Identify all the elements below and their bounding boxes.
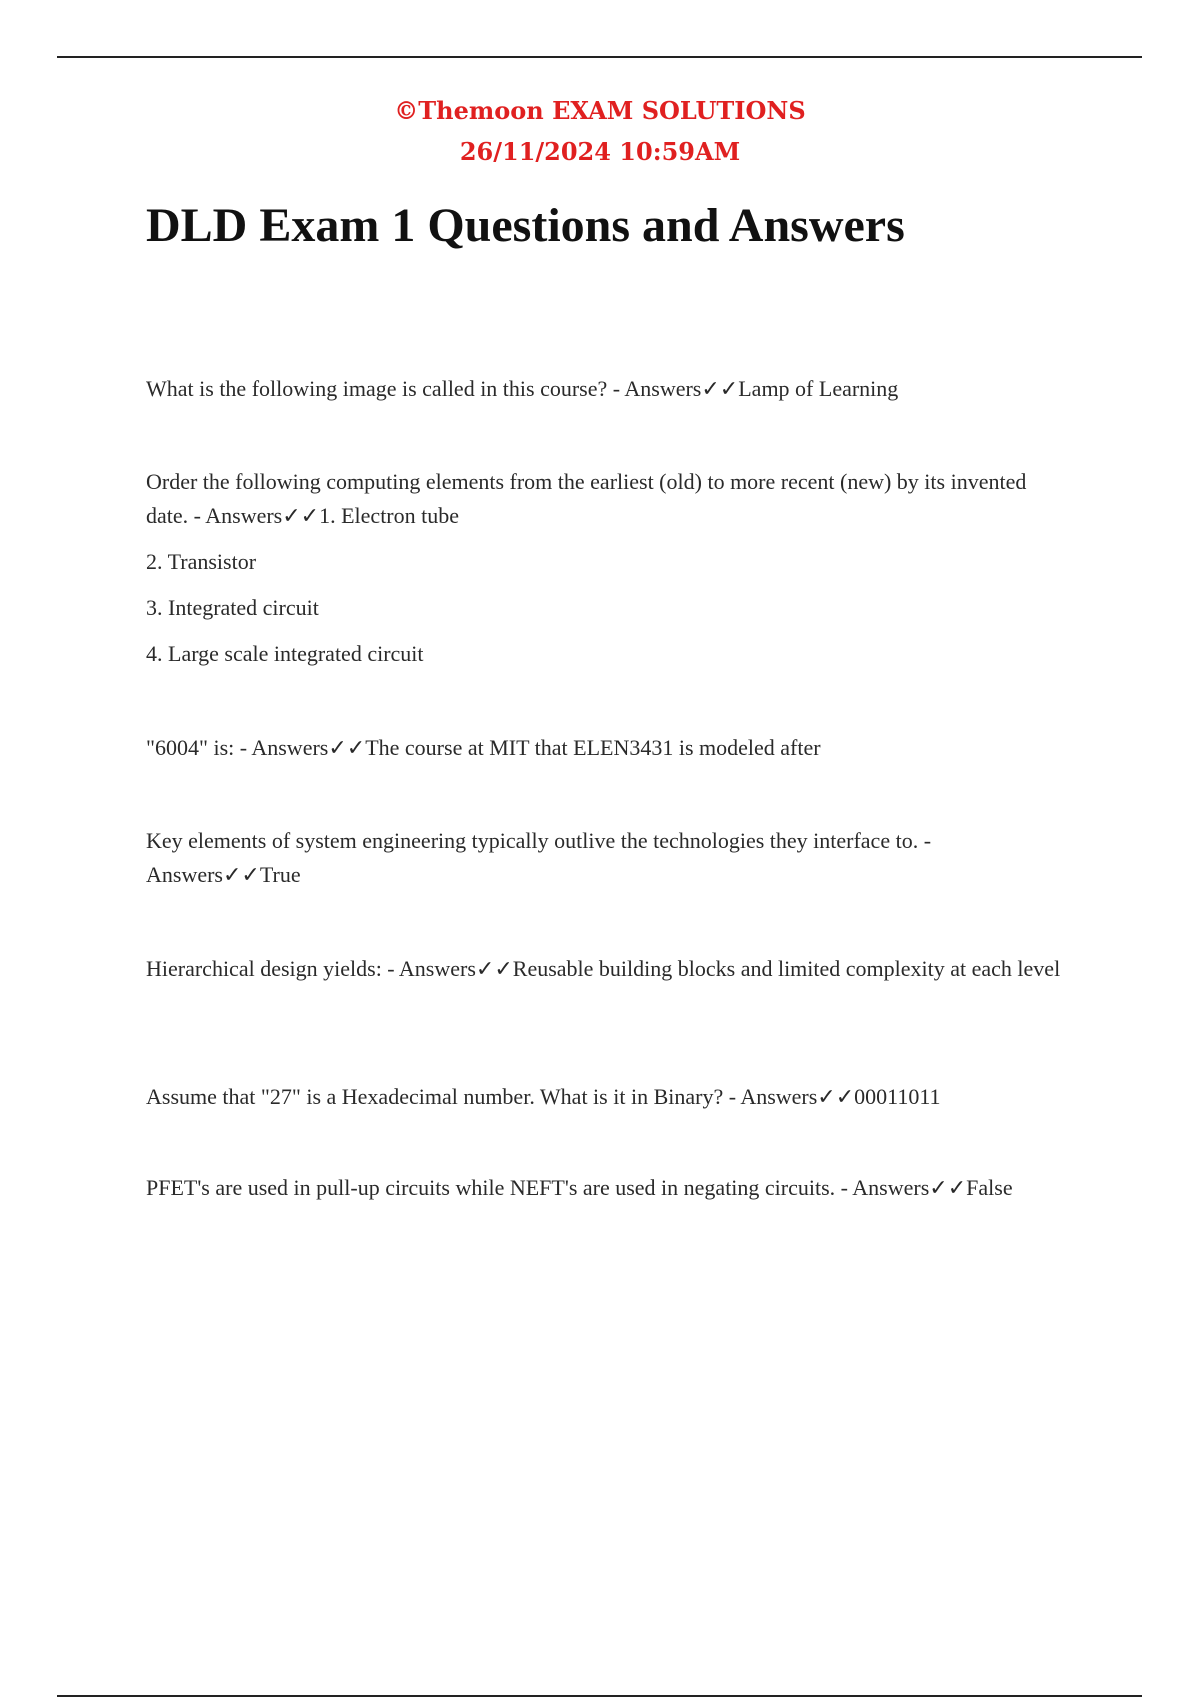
qa-text: Hierarchical design yields: - Answers✓✓Reusable building blocks and limited complexity at each level <box>146 956 1061 981</box>
bottom-rule <box>57 1695 1142 1697</box>
qa-text: "6004" is: - Answers✓✓The course at MIT that ELEN3431 is modeled after <box>146 735 821 760</box>
qa-text: PFET's are used in pull-up circuits while NEFT's are used in negating circuits. - Answers✓✓False <box>146 1175 1013 1200</box>
qa-item-4 <box>146 824 1066 892</box>
qa-item-6 <box>146 1080 1066 1114</box>
qa-text: What is the following image is called in this course? - Answers✓✓Lamp of Learning <box>146 376 899 401</box>
qa-item-3 <box>146 731 1066 765</box>
qa-list-line: 2. Transistor <box>146 549 257 574</box>
qa-item-7 <box>146 1171 1066 1205</box>
qa-item-2 <box>146 465 1066 671</box>
watermark-header <box>0 90 1200 172</box>
qa-text: Assume that "27" is a Hexadecimal number. What is it in Binary? - Answers✓✓00011011 <box>146 1084 941 1109</box>
qa-list-line: 4. Large scale integrated circuit <box>146 641 424 666</box>
qa-text: Order the following computing elements from the earliest (old) to more recent (new) by its invented date. - Answers✓✓1. Electron tube <box>146 469 1027 528</box>
document-title: DLD Exam 1 Questions and Answers <box>146 199 905 252</box>
qa-text: Key elements of system engineering typically outlive the technologies they interface to. - Answers✓✓True <box>146 828 932 887</box>
copyright-line: ©Themoon EXAM SOLUTIONS <box>394 96 806 125</box>
qa-item-1 <box>146 372 1066 406</box>
qa-item-5 <box>146 952 1066 986</box>
timestamp-line: 26/11/2024 10:59AM <box>459 137 741 166</box>
top-rule <box>57 56 1142 58</box>
qa-list-line: 3. Integrated circuit <box>146 595 319 620</box>
